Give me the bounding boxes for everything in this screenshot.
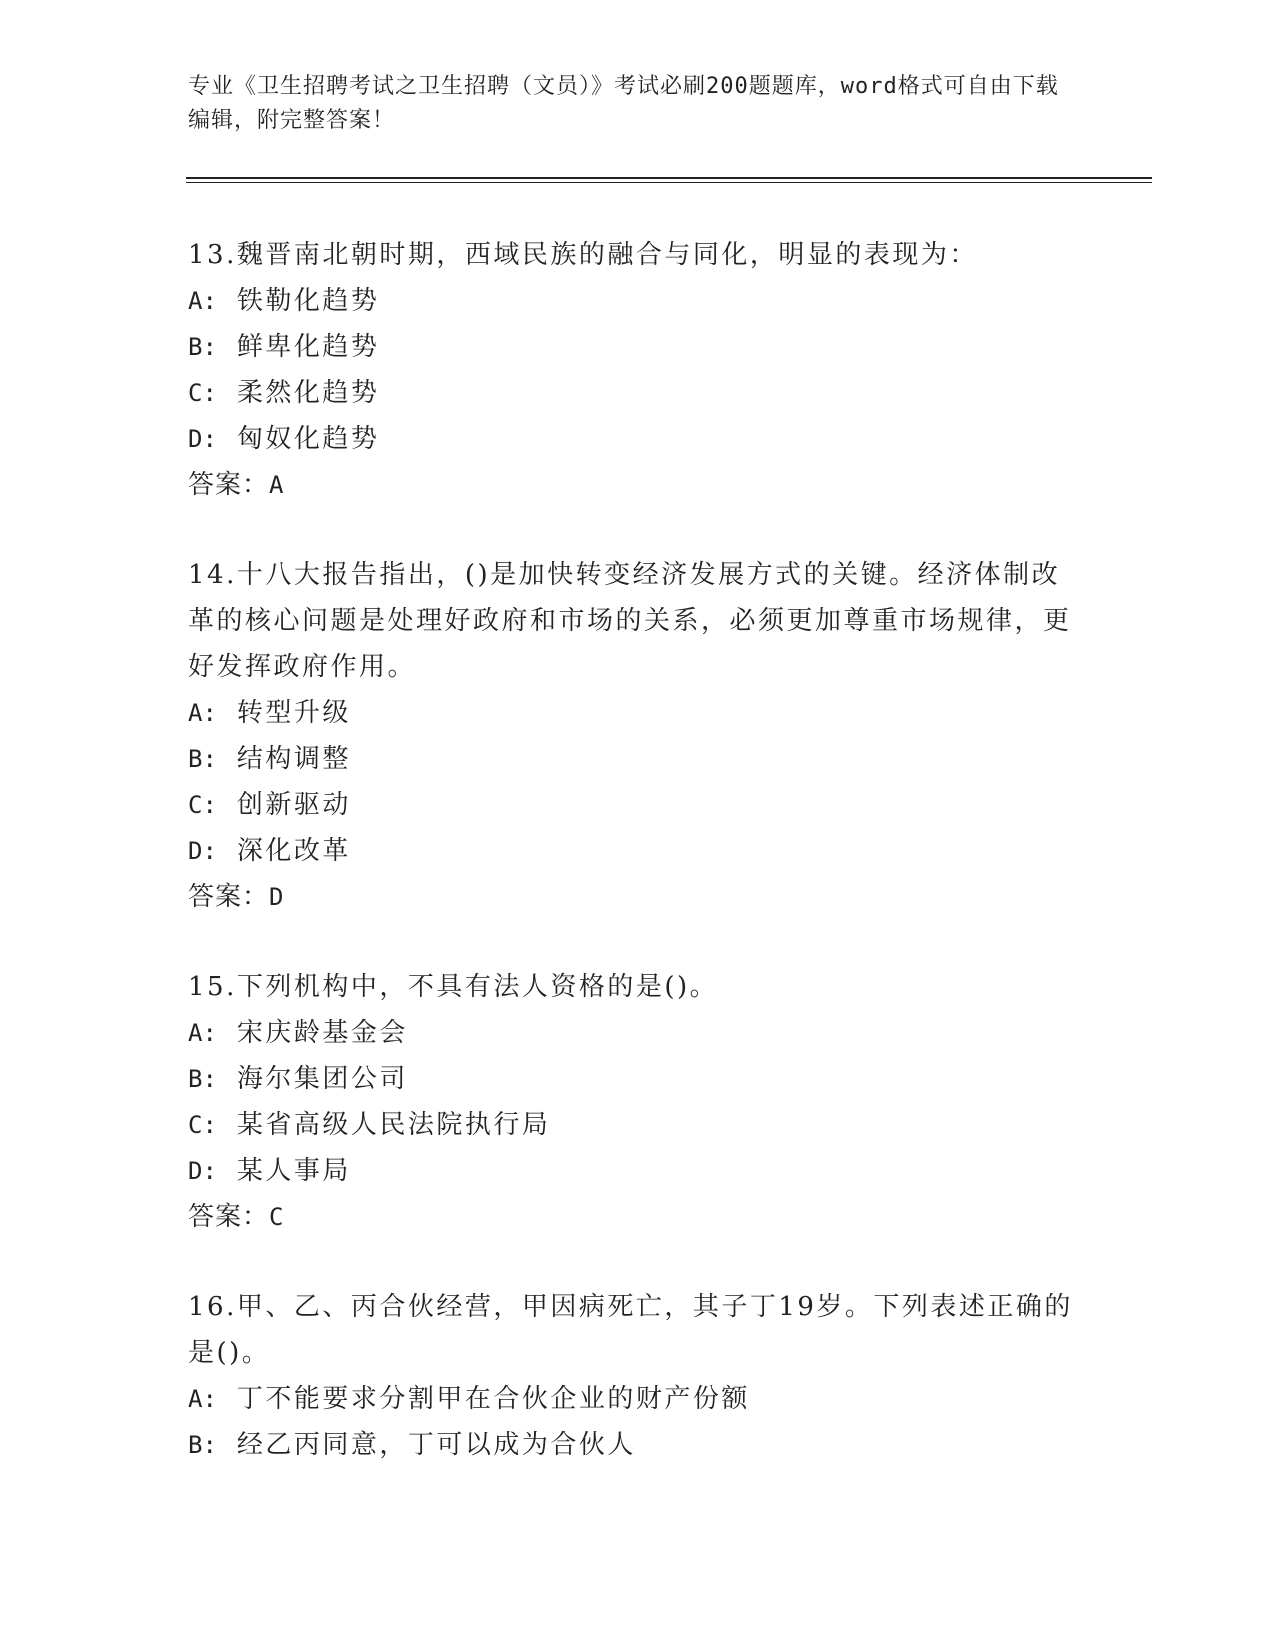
option-letter: A: — [188, 1019, 217, 1047]
option-letter: A: — [188, 287, 217, 315]
option-letter: D: — [188, 1157, 217, 1185]
option-letter: C: — [188, 379, 217, 407]
question-14 — [188, 552, 1088, 920]
option-a — [188, 278, 1088, 324]
answer-value: C — [269, 1203, 285, 1231]
answer-value: A — [269, 471, 285, 499]
option-text: 柔然化趋势 — [236, 378, 380, 408]
question-stem: 13.魏晋南北朝时期，西域民族的融合与同化，明显的表现为： — [188, 240, 978, 270]
question-stem: 15.下列机构中，不具有法人资格的是()。 — [188, 972, 719, 1002]
option-a — [188, 1010, 1088, 1056]
option-letter: C: — [188, 791, 217, 819]
option-letter: A: — [188, 1385, 217, 1413]
answer-label: 答案： — [188, 470, 270, 500]
header-divider-thin — [186, 182, 1152, 183]
header-divider — [186, 177, 1152, 179]
answer-line — [188, 874, 1088, 920]
answer-value: D — [269, 883, 285, 911]
option-letter: B: — [188, 1431, 217, 1459]
option-b — [188, 736, 1088, 782]
option-text: 铁勒化趋势 — [236, 286, 380, 316]
answer-label: 答案： — [188, 882, 270, 912]
option-text: 匈奴化趋势 — [236, 424, 380, 454]
question-stem: 16.甲、乙、丙合伙经营，甲因病死亡，其子丁19岁。下列表述正确的是()。 — [188, 1292, 1073, 1368]
question-16 — [188, 1284, 1088, 1468]
option-text: 宋庆龄基金会 — [236, 1018, 408, 1048]
option-text: 转型升级 — [236, 698, 351, 728]
option-text: 创新驱动 — [236, 790, 351, 820]
answer-line — [188, 462, 1088, 508]
option-letter: A: — [188, 699, 217, 727]
option-c — [188, 782, 1088, 828]
option-text: 深化改革 — [236, 836, 351, 866]
option-c — [188, 370, 1088, 416]
option-text: 经乙丙同意，丁可以成为合伙人 — [236, 1430, 636, 1460]
option-d — [188, 416, 1088, 462]
option-text: 丁不能要求分割甲在合伙企业的财产份额 — [236, 1384, 750, 1414]
option-letter: B: — [188, 745, 217, 773]
option-b — [188, 1422, 1088, 1468]
option-letter: D: — [188, 837, 217, 865]
option-letter: C: — [188, 1111, 217, 1139]
answer-line — [188, 1194, 1088, 1240]
option-a — [188, 1376, 1088, 1422]
option-b — [188, 324, 1088, 370]
question-stem: 14.十八大报告指出，()是加快转变经济发展方式的关键。经济体制改革的核心问题是处理好政府和市场的关系，必须更加尊重市场规律，更好发挥政府作用。 — [188, 560, 1072, 682]
option-text: 结构调整 — [236, 744, 351, 774]
option-letter: D: — [188, 425, 217, 453]
option-letter: B: — [188, 333, 217, 361]
answer-label: 答案： — [188, 1202, 270, 1232]
question-13 — [188, 232, 1088, 508]
option-text: 海尔集团公司 — [236, 1064, 408, 1094]
option-letter: B: — [188, 1065, 217, 1093]
option-text: 鲜卑化趋势 — [236, 332, 380, 362]
option-b — [188, 1056, 1088, 1102]
option-c — [188, 1102, 1088, 1148]
question-15 — [188, 964, 1088, 1240]
option-d — [188, 1148, 1088, 1194]
option-text: 某省高级人民法院执行局 — [236, 1110, 551, 1140]
document-header: 专业《卫生招聘考试之卫生招聘（文员）》考试必刷200题题库，word格式可自由下载编辑，附完整答案！ — [188, 74, 1059, 133]
option-d — [188, 828, 1088, 874]
option-a — [188, 690, 1088, 736]
option-text: 某人事局 — [236, 1156, 351, 1186]
